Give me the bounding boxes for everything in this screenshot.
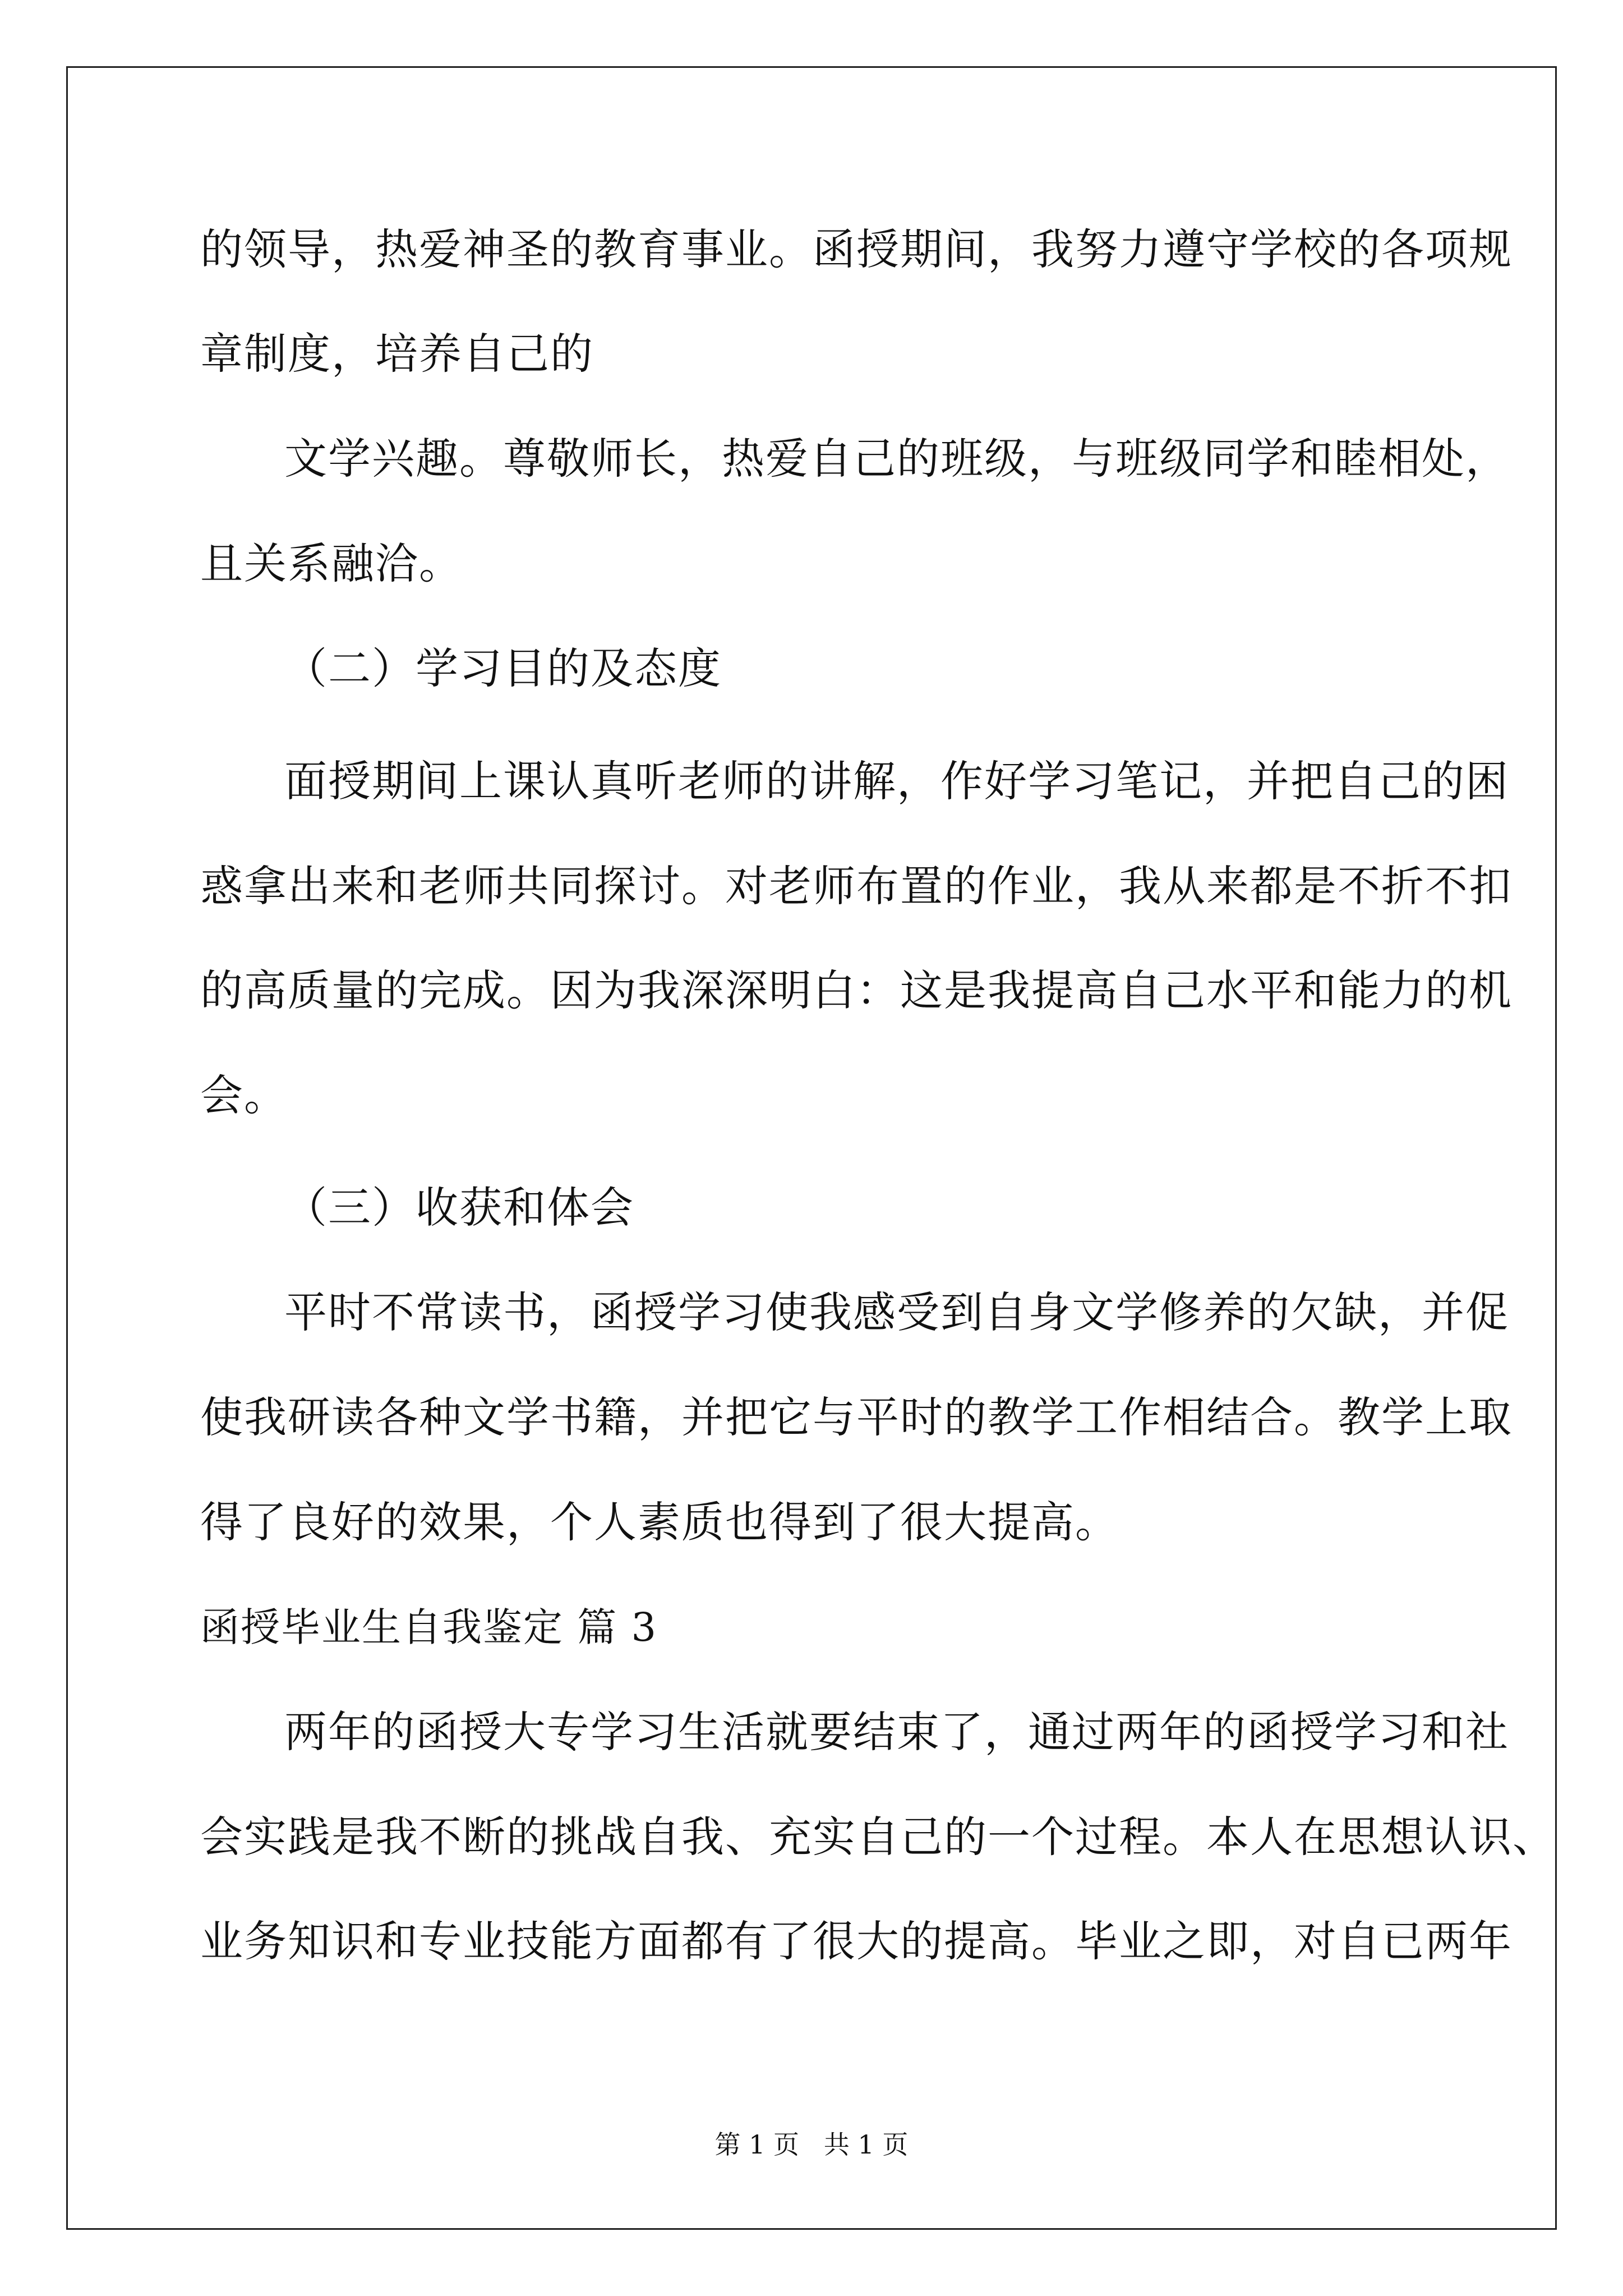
body-line: 会实践是我不断的挑战自我、充实自己的一个过程。本人在思想认识、	[200, 1812, 1556, 1862]
body-line: 惑拿出来和老师共同探讨。对老师布置的作业，我从来都是不折不扣	[200, 861, 1513, 911]
body-line: 的领导，热爱神圣的教育事业。函授期间，我努力遵守学校的各项规	[200, 224, 1513, 274]
body-line: 文学兴趣。尊敬师长，热爱自己的班级，与班级同学和睦相处，	[284, 434, 1509, 484]
body-line: 且关系融洽。	[200, 539, 463, 588]
body-line: 两年的函授大专学习生活就要结束了，通过两年的函授学习和社	[284, 1707, 1509, 1757]
body-line: 平时不常读书，函授学习使我感受到自身文学修养的欠缺，并促	[284, 1287, 1509, 1337]
page-footer: 第 1 页 共 1 页	[714, 2129, 909, 2160]
article-heading: 函授毕业生自我鉴定 篇 3	[200, 1604, 658, 1650]
body-line: 使我研读各种文学书籍，并把它与平时的教学工作相结合。教学上取	[200, 1392, 1513, 1442]
page-border	[66, 66, 1557, 2230]
body-line: 业务知识和专业技能方面都有了很大的提高。毕业之即，对自已两年	[200, 1916, 1513, 1966]
section-heading: （二）学习目的及态度	[284, 643, 722, 693]
body-line: 会。	[200, 1070, 288, 1120]
section-heading: （三）收获和体会	[284, 1182, 634, 1232]
body-line: 章制度，培养自己的	[200, 329, 594, 379]
body-line: 面授期间上课认真听老师的讲解，作好学习笔记，并把自己的困	[284, 756, 1509, 806]
body-line: 得了良好的效果，个人素质也得到了很大提高。	[200, 1497, 1119, 1547]
body-line: 的高质量的完成。因为我深深明白：这是我提高自己水平和能力的机	[200, 965, 1513, 1015]
